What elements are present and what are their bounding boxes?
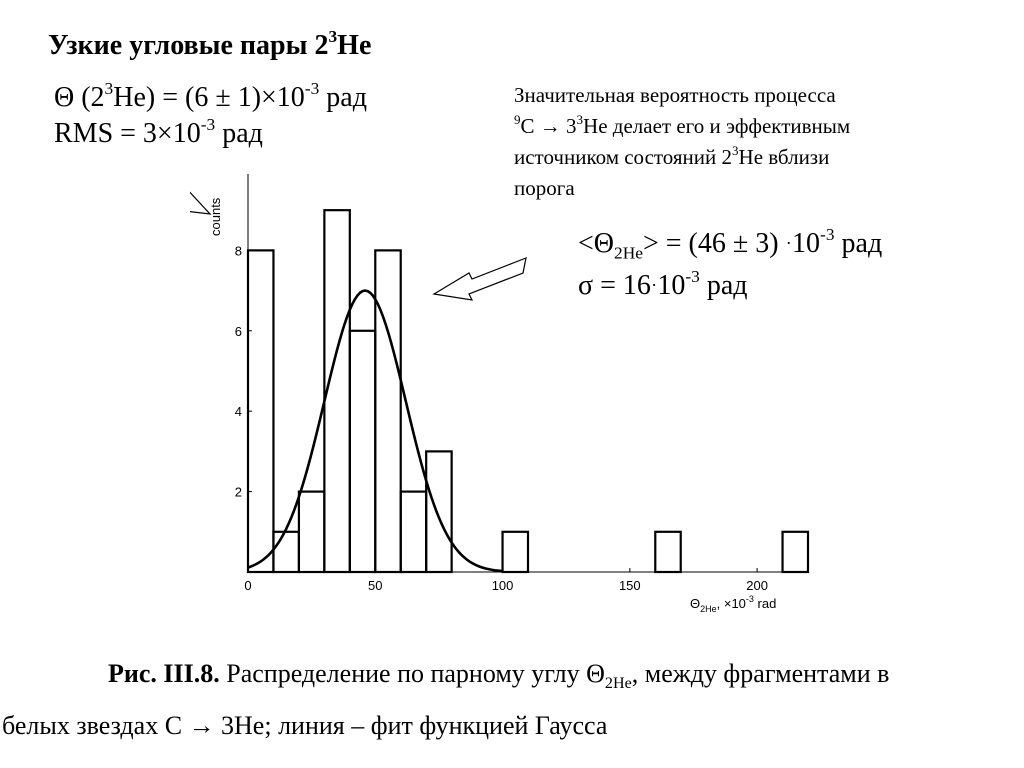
slide-title: Узкие угловые пары $2^3He$	[48, 26, 372, 61]
y-tick-label: 6	[234, 323, 242, 339]
histogram-bar	[783, 532, 808, 572]
caption-line-2: белых звездах C → 3He; линия – фит функцией Гаусса	[2, 711, 608, 740]
x-tick-label: 50	[368, 578, 383, 593]
narrow-pairs-rms: RMS = $3\times 10^{-3}$ рад	[54, 114, 263, 149]
histogram-bar	[426, 451, 451, 572]
histogram-chart	[190, 164, 830, 624]
y-tick-label: 2	[234, 484, 242, 500]
histogram-bar	[375, 250, 400, 572]
caption-line-1: Рис. III.8. Распределение по парному углу $\Theta_{2He}$, между фрагментами в	[108, 659, 890, 693]
narrow-pairs-stats	[54, 80, 367, 152]
x-tick-label: 200	[746, 578, 768, 593]
histogram-bar	[273, 532, 298, 572]
y-axis-label: counts	[208, 197, 223, 236]
note-line-4: порога	[514, 176, 575, 200]
arrow-right-icon	[434, 258, 526, 300]
histogram-bar	[324, 210, 349, 572]
x-tick-label: 100	[491, 578, 514, 593]
figure-caption	[0, 648, 1024, 752]
x-tick-label: 150	[618, 578, 641, 593]
arrow-left-icon	[190, 164, 210, 214]
y-tick-label: 8	[234, 243, 242, 259]
histogram-bar	[655, 532, 680, 572]
wide-pairs-mean: $<\Theta_{2He}> = (46 \pm 3)$ $^.10^{-3}$ рад	[578, 224, 883, 263]
histogram-bar	[401, 492, 426, 572]
histogram-bar	[350, 331, 375, 572]
note-line-1: Значительная вероятность процесса	[514, 83, 836, 107]
histogram-bar	[299, 492, 324, 572]
histogram-bar	[503, 532, 528, 572]
note-line-2: $^9C \to 3^3He$ делает его и эффективным	[514, 111, 851, 138]
narrow-pairs-mean: Θ $(2^3He) = (6 \pm 1)\times 10^{-3}$ рад	[54, 78, 367, 113]
wide-pairs-sigma: $\sigma = 16^.10^{-3}$ рад	[578, 266, 748, 301]
x-tick-label: 0	[244, 578, 252, 593]
plot-area	[235, 174, 808, 593]
note-line-3: источником состояний $2^3He$ вблизи	[514, 142, 830, 169]
y-tick-label: 4	[234, 404, 242, 420]
x-axis-label: $\Theta_{2He}$, $\times 10^{-3}$ rad	[690, 594, 777, 614]
